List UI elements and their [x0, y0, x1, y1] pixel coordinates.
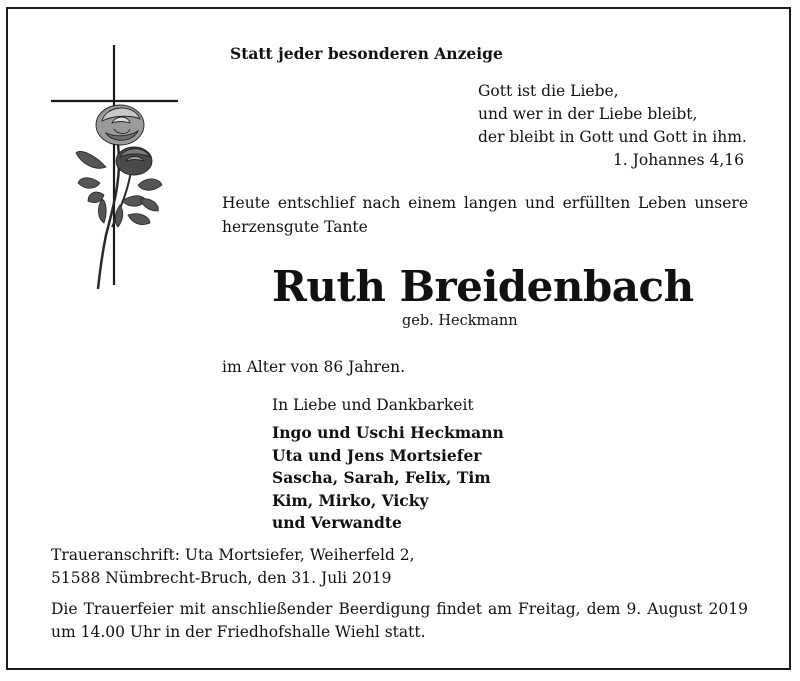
- verse-line: der bleibt in Gott und Gott in ihm.: [478, 128, 747, 146]
- verse-line: Gott ist die Liebe,: [478, 82, 619, 100]
- cross-with-rose-icon: [48, 45, 180, 293]
- thanks-line: In Liebe und Dankbarkeit: [272, 396, 474, 414]
- mourner-entry: Kim, Mirko, Vicky: [272, 490, 429, 510]
- age-text: im Alter von 86 Jahren.: [222, 358, 406, 376]
- notice-heading: Statt jeder besonderen Anzeige: [230, 44, 503, 63]
- maiden-name: geb. Heckmann: [402, 313, 518, 329]
- intro-text: Heute entschlief nach einem langen und erfüllten Leben unsere herzensgute Tante: [222, 194, 748, 236]
- address-line: Traueranschrift: Uta Mortsiefer, Weiherfeld 2,: [51, 546, 415, 564]
- mourner-entry: und Verwandte: [272, 513, 402, 532]
- deceased-name: Ruth Breidenbach: [272, 262, 694, 311]
- mourners-list: [272, 422, 504, 535]
- address-line: 51588 Nümbrecht-Bruch, den 31. Juli 2019: [51, 569, 392, 587]
- mourner-entry: Sascha, Sarah, Felix, Tim: [272, 468, 491, 487]
- mourner-entry: Uta und Jens Mortsiefer: [272, 445, 482, 465]
- verse-line: und wer in der Liebe bleibt,: [478, 105, 698, 123]
- funeral-info: Die Trauerfeier mit anschließender Beerdigung findet am Freitag, dem 9. August 2019 um 14.00 Uhr in der Friedhofshalle Wiehl statt.: [51, 600, 748, 641]
- verse-reference: 1. Johannes 4,16: [612, 151, 744, 169]
- mourner-entry: Ingo und Uschi Heckmann: [272, 423, 504, 442]
- bible-verse: [478, 80, 747, 172]
- mourning-address: [51, 544, 415, 590]
